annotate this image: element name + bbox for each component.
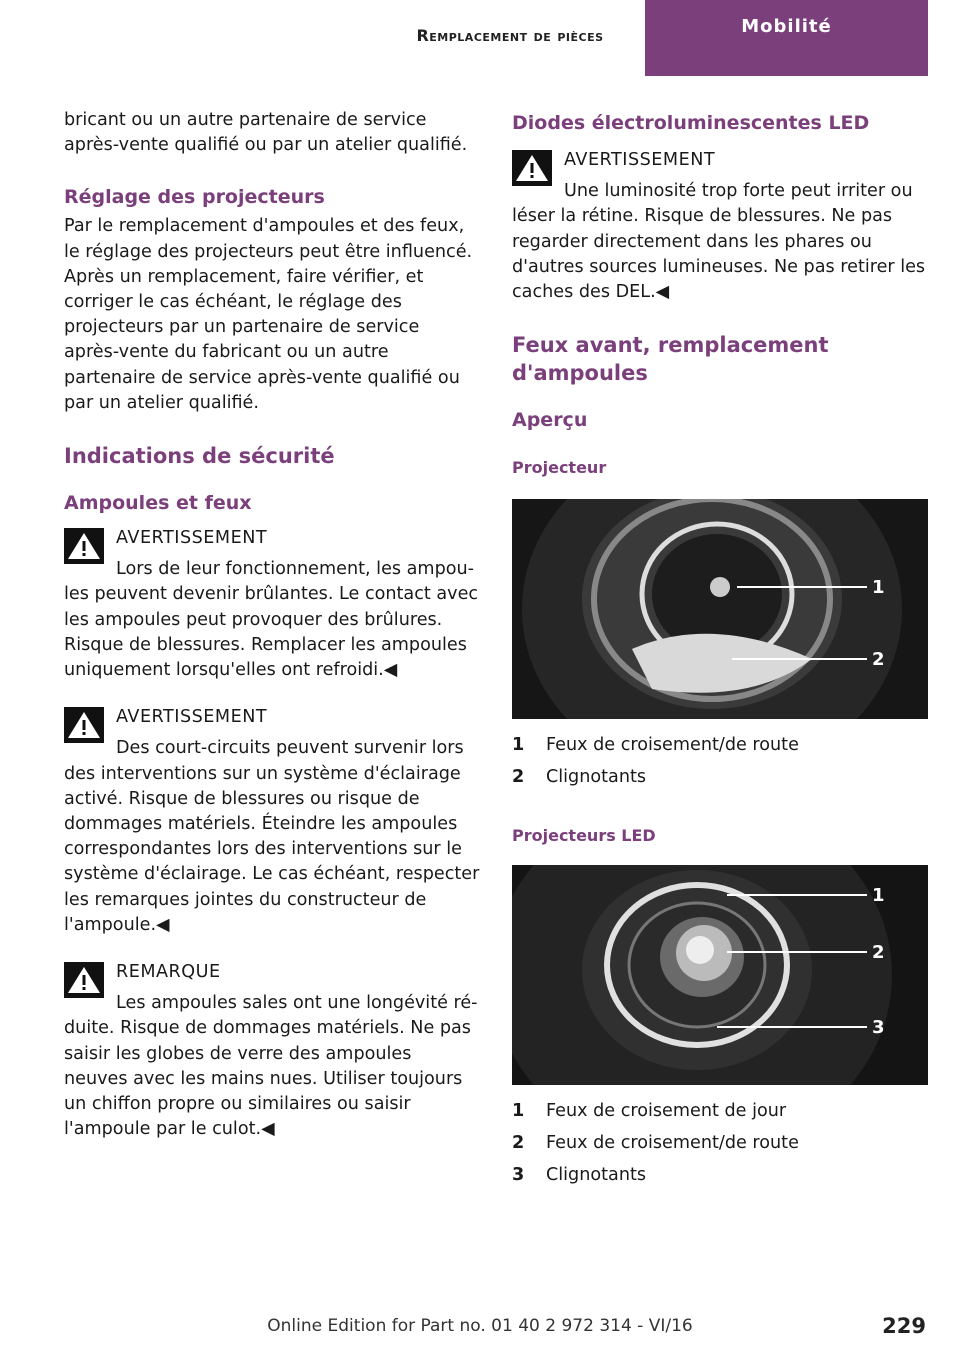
legend-item — [512, 1159, 930, 1191]
legend-text: Clignotants — [546, 767, 647, 788]
legend-item — [512, 1127, 930, 1159]
ampoules-heading: Ampoules et feux — [64, 492, 252, 515]
legend-number: 1 — [512, 735, 525, 756]
page-number: 229 — [882, 1314, 926, 1338]
right-column — [512, 108, 930, 1191]
warning-text: léser la rétine. Risque de blessures. Ne pas regarder directement dans les phares ou d'autres sources lumineuses. Ne pas retirer les caches des DEL.◀ — [512, 206, 926, 303]
legend-text: Feux de croisement/de route — [546, 735, 799, 756]
led-headlight-illustration — [512, 865, 928, 1085]
warning-block-2 — [64, 705, 480, 938]
warning-text: des interventions sur un système d'éclairage activé. Risque de blessures ou risque de dommages matériels. Éteindre les ampoules correspondantes lors des interventions sur le système d'éclairage. Le cas échéant, respecter les remarques jointes du constructeur de l'ampoule.◀ — [64, 763, 480, 935]
warning-label: AVERTISSEMENT — [116, 528, 268, 549]
warning-icon — [64, 528, 104, 564]
warning-icon — [512, 150, 552, 186]
legend-number: 2 — [512, 1133, 525, 1154]
headlight-photo — [512, 499, 928, 719]
callout-3: 3 — [872, 1017, 885, 1039]
securite-heading: Indications de sécurité — [64, 444, 335, 469]
callout-1: 1 — [872, 885, 885, 907]
led-headlight-photo — [512, 865, 928, 1085]
legend-number: 1 — [512, 1101, 525, 1122]
reglage-paragraph: Par le remplacement d'ampoules et des feux, le réglage des projecteurs peut être influencé. Après un remplacement, faire vérifier, et corriger le cas échéant, le réglage des projecteurs par un partenaire de service après-vente du fabricant ou un autre partenaire de service après-vente qualifié ou par un atelier qualifié. — [64, 216, 473, 413]
note-label: REMARQUE — [116, 962, 221, 983]
legend-item — [512, 761, 930, 793]
legend-number: 2 — [512, 767, 525, 788]
warning-text: les peuvent devenir brûlantes. Le contact avec les ampoules peut provoquer des brûlures. Risque de blessures. Remplacer les ampoules uniquement lorsqu'elles ont refroidi.◀ — [64, 584, 479, 681]
chapter-tab-label: Mobilité — [667, 0, 906, 53]
legend-text: Feux de croisement/de route — [546, 1133, 799, 1154]
legend-text: Clignotants — [546, 1165, 647, 1186]
warning-icon — [64, 707, 104, 743]
callout-2: 2 — [872, 942, 885, 964]
running-header-section: Remplacement de pièces — [416, 25, 604, 45]
warning-text-first: Une luminosité trop forte peut irriter ou — [564, 181, 913, 202]
legend-list-2 — [512, 1095, 930, 1191]
legend-item — [512, 1095, 930, 1127]
led-heading: Diodes électroluminescentes LED — [512, 112, 870, 134]
warning-block-1 — [64, 526, 480, 683]
warning-text-first: Des court-circuits peuvent survenir lors — [116, 738, 464, 759]
note-text-first: Les ampoules sales ont une longévité ré- — [116, 993, 478, 1014]
note-icon — [64, 962, 104, 998]
left-column — [64, 108, 480, 1143]
warning-label: AVERTISSEMENT — [116, 707, 268, 728]
warning-block-3 — [512, 148, 930, 305]
projecteur-heading: Projecteur — [512, 458, 607, 478]
legend-number: 3 — [512, 1165, 525, 1186]
legend-list-1 — [512, 729, 930, 793]
warning-text-first: Lors de leur fonctionnement, les ampou- — [116, 559, 475, 580]
warning-label: AVERTISSEMENT — [564, 150, 716, 170]
intro-paragraph: bricant ou un autre partenaire de service après-vente qualifié ou par un atelier qualifié. — [64, 110, 468, 156]
footer-edition: Online Edition for Part no. 01 40 2 972 314 - VI/16 — [267, 1316, 693, 1336]
feux-avant-heading: Feux avant, remplacement d'ampoules — [512, 333, 829, 386]
note-text: duite. Risque de dommages matériels. Ne pas saisir les globes de verre des ampoules neuves avec les mains nues. Utiliser toujours un chiffon propre ou similaires ou saisir l'ampoule par le culot.◀ — [64, 1018, 471, 1140]
chapter-tab — [645, 0, 928, 76]
projecteurs-led-heading: Projecteurs LED — [512, 826, 656, 846]
callout-1: 1 — [872, 577, 885, 599]
note-block — [64, 960, 480, 1142]
headlight-illustration — [512, 499, 928, 719]
apercu-heading: Aperçu — [512, 409, 588, 432]
callout-2: 2 — [872, 649, 885, 671]
reglage-heading: Réglage des projecteurs — [64, 186, 325, 209]
legend-item — [512, 729, 930, 761]
legend-text: Feux de croisement de jour — [546, 1101, 787, 1122]
